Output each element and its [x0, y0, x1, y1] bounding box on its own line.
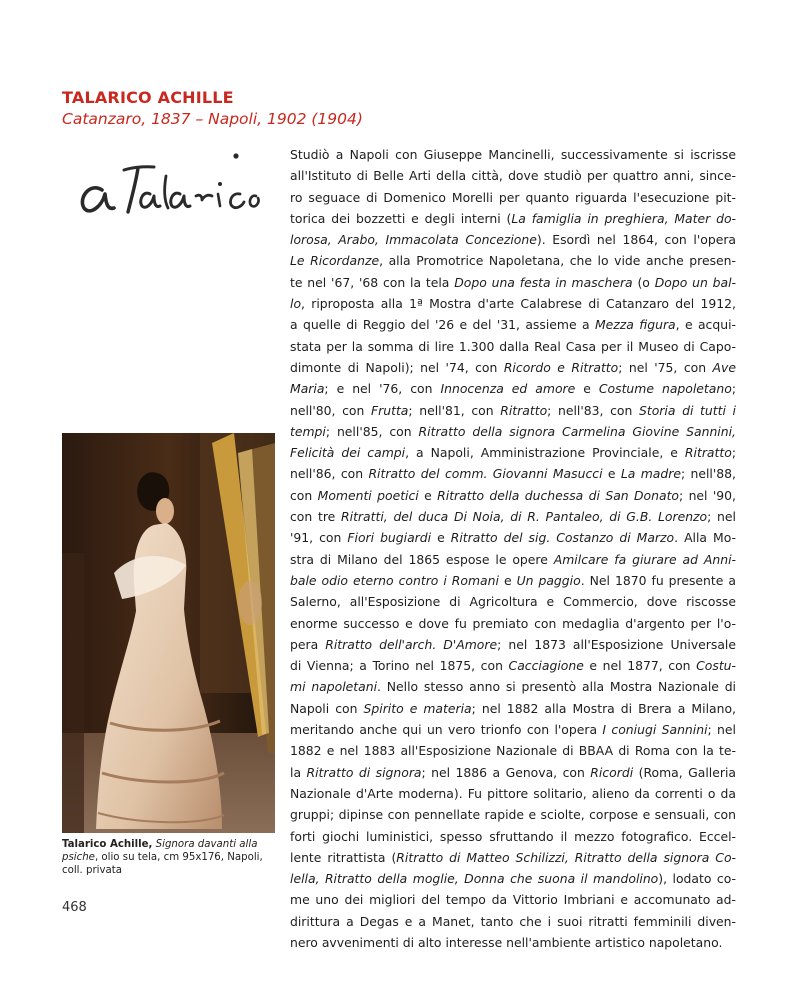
text-line — [290, 378, 736, 399]
italic-text: Dopo una festa in maschera — [454, 274, 633, 290]
text-line — [290, 804, 736, 825]
italic-text: Ave — [712, 359, 736, 375]
text-segment: con tre — [290, 509, 342, 525]
text-line — [290, 336, 736, 357]
text-line — [290, 293, 736, 314]
text-line — [290, 762, 736, 783]
text-line — [290, 144, 736, 165]
text-line — [290, 463, 736, 484]
italic-text: Felicità dei campi — [290, 445, 406, 461]
italic-text: Ritratto del sig. Costanzo di Marzo — [450, 530, 675, 546]
text-segment: ; nel '75, con — [618, 359, 713, 375]
text-segment: , riproposta alla 1ª Mostra d'arte Calabrese di Catanzaro del 1912, — [301, 296, 736, 312]
text-line — [290, 165, 736, 186]
text-segment: Studiò a Napoli con Giuseppe Mancinelli, successivamente si iscrisse — [290, 147, 736, 162]
text-segment: pera — [290, 636, 326, 652]
text-line — [290, 889, 736, 910]
text-line — [290, 847, 736, 868]
text-segment: ; e nel '76, con — [324, 381, 441, 397]
text-segment: (Roma, Galleria — [633, 764, 736, 780]
text-segment: . Nel 1870 fu presente a — [580, 572, 736, 588]
italic-text: Ritratti, del duca Di Noia, di R. Pantaleo, di G.B. Lorenzo — [341, 509, 708, 525]
text-segment: te nel '67, '68 con la tela — [290, 274, 455, 290]
italic-text: Storia di tutti i — [639, 402, 736, 418]
text-segment: forti giochi luministici, spesso sfruttando il mezzo fotografico. Eccel- — [290, 828, 736, 844]
italic-text: Ricordo e Ritratto — [503, 359, 619, 375]
text-segment: (o — [632, 274, 655, 290]
text-line — [290, 314, 736, 335]
text-line — [290, 485, 736, 506]
italic-text: Maria — [290, 381, 325, 397]
italic-text: Frutta — [371, 402, 409, 418]
text-segment: . Nello stesso anno si presentò alla Mostra Nazionale di — [377, 679, 736, 695]
italic-text: Spirito e materia — [363, 700, 472, 716]
text-line — [290, 655, 736, 676]
text-line — [290, 570, 736, 591]
text-segment: , a Napoli, Amministrazione Provinciale, e — [405, 445, 685, 461]
italic-text: Costu- — [696, 658, 736, 674]
italic-text: Amilcare fa giurare ad Anni- — [553, 551, 736, 567]
text-segment: con — [290, 487, 318, 503]
italic-text: bale odio eterno contro i Romani — [290, 572, 499, 588]
text-segment: e — [575, 381, 599, 397]
text-line — [290, 400, 736, 421]
text-line — [290, 911, 736, 932]
text-segment: ), lodato co- — [658, 871, 736, 887]
italic-text: Innocenza ed amore — [440, 381, 576, 397]
italic-text: La famiglia in preghiera, Mater do- — [511, 210, 736, 226]
text-segment: ; nell'88, — [680, 466, 736, 482]
text-segment: nell'80, con — [290, 402, 372, 418]
text-segment: ; — [731, 445, 736, 461]
italic-text: Ritratto dell'arch. D'Amore — [325, 636, 498, 652]
italic-text: Ritratto — [684, 445, 732, 461]
italic-text: Ricordi — [590, 764, 634, 780]
text-segment: 1882 e nel 1883 all'Esposizione Nazionale di BBAA di Roma con la te- — [290, 743, 736, 759]
text-line — [290, 698, 736, 719]
text-segment: Salerno, all'Esposizione di Agricoltura e Commercio, dove riscosse — [290, 594, 736, 610]
italic-text: Ritratto di Matteo Schilizzi, Ritratto della signora Co- — [396, 849, 736, 865]
italic-text: Fiori bugiardi — [347, 530, 432, 546]
text-segment: nell'86, con — [290, 466, 369, 482]
italic-text: Dopo un bal- — [654, 274, 736, 290]
text-line — [290, 229, 736, 250]
caption-artist: Talarico Achille, — [62, 839, 153, 850]
text-segment: '91, con — [290, 530, 348, 546]
text-segment: ; nell'81, con — [408, 402, 501, 418]
text-segment: ; — [731, 381, 736, 397]
text-segment: , e acqui- — [675, 317, 736, 333]
text-line — [290, 357, 736, 378]
text-line — [290, 591, 736, 612]
text-segment: lente ritrattista ( — [290, 849, 397, 865]
text-line — [290, 421, 736, 442]
text-segment: ; nell'83, con — [547, 402, 639, 418]
text-line — [290, 442, 736, 463]
italic-text: Le Ricordanze — [290, 253, 380, 269]
text-segment: stata per la somma di lire 1.300 dalla Real Casa per il Museo di Capo- — [290, 338, 736, 354]
italic-text: Ritratto della signora Carmelina Giovine Sannini, — [418, 423, 736, 439]
text-segment: enorme successo e dove fu premiato con medaglia d'argento per l'o- — [290, 615, 736, 631]
text-segment: ; nel '90, — [679, 487, 736, 503]
text-line — [290, 740, 736, 761]
text-segment: . Alla Mo- — [674, 530, 736, 546]
text-segment: e nel 1877, con — [583, 658, 697, 674]
text-line — [290, 527, 736, 548]
painting-image — [62, 433, 275, 833]
text-segment: ; nel 1882 alla Mostra di Brera a Milano, — [471, 700, 736, 716]
italic-text: Ritratto — [500, 402, 548, 418]
italic-text: Ritratto della duchessa di San Donato — [437, 487, 680, 503]
text-segment: e — [602, 466, 621, 482]
text-line — [290, 506, 736, 527]
text-segment: stra di Milano del 1865 espose le opere — [290, 551, 554, 567]
text-segment: ro seguace di Domenico Morelli per quanto riguarda l'esecuzione pit- — [290, 189, 736, 205]
text-line — [290, 250, 736, 271]
text-segment: e — [498, 572, 517, 588]
text-segment: meritando anche qui un vero trionfo con l'opera — [290, 722, 603, 738]
italic-text: Cacciagione — [508, 658, 584, 674]
italic-text: La madre — [620, 466, 681, 482]
text-segment: Napoli con — [290, 700, 364, 716]
italic-text: Un paggio — [516, 572, 581, 588]
artist-signature — [72, 150, 267, 225]
text-segment: di Vienna; a Torino nel 1875, con — [290, 658, 509, 674]
text-segment: e — [418, 487, 438, 503]
italic-text: lorosa, Arabo, Immacolata Concezione — [290, 232, 537, 248]
text-line — [290, 783, 736, 804]
artist-name: TALARICO ACHILLE — [62, 88, 234, 107]
text-segment: ; nel — [707, 722, 736, 738]
italic-text: Mezza figura — [594, 317, 676, 333]
italic-text: lo — [290, 296, 302, 312]
text-segment: dirittura a Degas e a Manet, tanto che i suoi ritratti femminili diven- — [290, 913, 736, 929]
article-heading — [62, 88, 363, 130]
caption-title: Signora davanti alla psiche — [62, 839, 258, 864]
page-number: 468 — [62, 900, 87, 915]
text-segment: all'Istituto di Belle Arti della città, dove studiò per quattro anni, since- — [290, 168, 736, 184]
biography-text — [290, 144, 736, 953]
italic-text: lella, Ritratto della moglie, Donna che suona il mandolino — [290, 871, 659, 887]
text-segment: ; nel — [707, 509, 736, 525]
text-line — [290, 208, 736, 229]
text-line — [290, 187, 736, 208]
text-segment: me uno dei migliori del tempo da Vittorio Imbriani e accomunato ad- — [290, 892, 736, 908]
artist-dates: Catanzaro, 1837 – Napoli, 1902 (1904) — [62, 110, 363, 128]
text-segment: , alla Promotrice Napoletana, che lo vide anche presen- — [379, 253, 736, 269]
italic-text: mi napoletani — [290, 679, 378, 695]
text-line — [290, 676, 736, 697]
text-line — [290, 868, 736, 889]
italic-text: tempi — [290, 423, 326, 439]
text-segment: Nazionale d'Arte moderna). Fu pittore solitario, alieno da correnti o da — [290, 785, 736, 801]
text-line — [290, 719, 736, 740]
text-line — [290, 272, 736, 293]
text-segment: ; nel 1873 all'Esposizione Universale — [497, 636, 736, 652]
text-segment: dimonte di Napoli); nel '74, con — [290, 359, 504, 375]
text-line — [290, 613, 736, 634]
text-segment: gruppi; dipinse con pennellate rapide e sciolte, corpose e sensuali, con — [290, 807, 736, 823]
text-segment: la — [290, 764, 307, 780]
italic-text: Ritratto di signora — [306, 764, 422, 780]
text-line — [290, 634, 736, 655]
text-segment: e — [431, 530, 451, 546]
italic-text: Costume napoletano — [598, 381, 732, 397]
text-segment: ). Esordì nel 1864, con l'opera — [536, 232, 736, 248]
text-line — [290, 932, 736, 953]
italic-text: I coniugi Sannini — [602, 722, 708, 738]
caption-details: , olio su tela, cm 95x176, Napoli, coll. privata — [62, 852, 263, 877]
image-caption — [62, 838, 280, 878]
text-line — [290, 549, 736, 570]
text-segment: a quelle di Reggio del '26 e del '31, assieme a — [290, 317, 595, 333]
text-segment: nero avvenimenti di alto interesse nell'ambiente artistico napoletano. — [290, 934, 723, 950]
italic-text: Momenti poetici — [317, 487, 419, 503]
text-segment: torica dei bozzetti e degli interni ( — [290, 210, 512, 226]
italic-text: Ritratto del comm. Giovanni Masucci — [368, 466, 603, 482]
text-segment: ; nel 1886 a Genova, con — [421, 764, 591, 780]
text-line — [290, 826, 736, 847]
text-segment: ; nell'85, con — [325, 423, 419, 439]
